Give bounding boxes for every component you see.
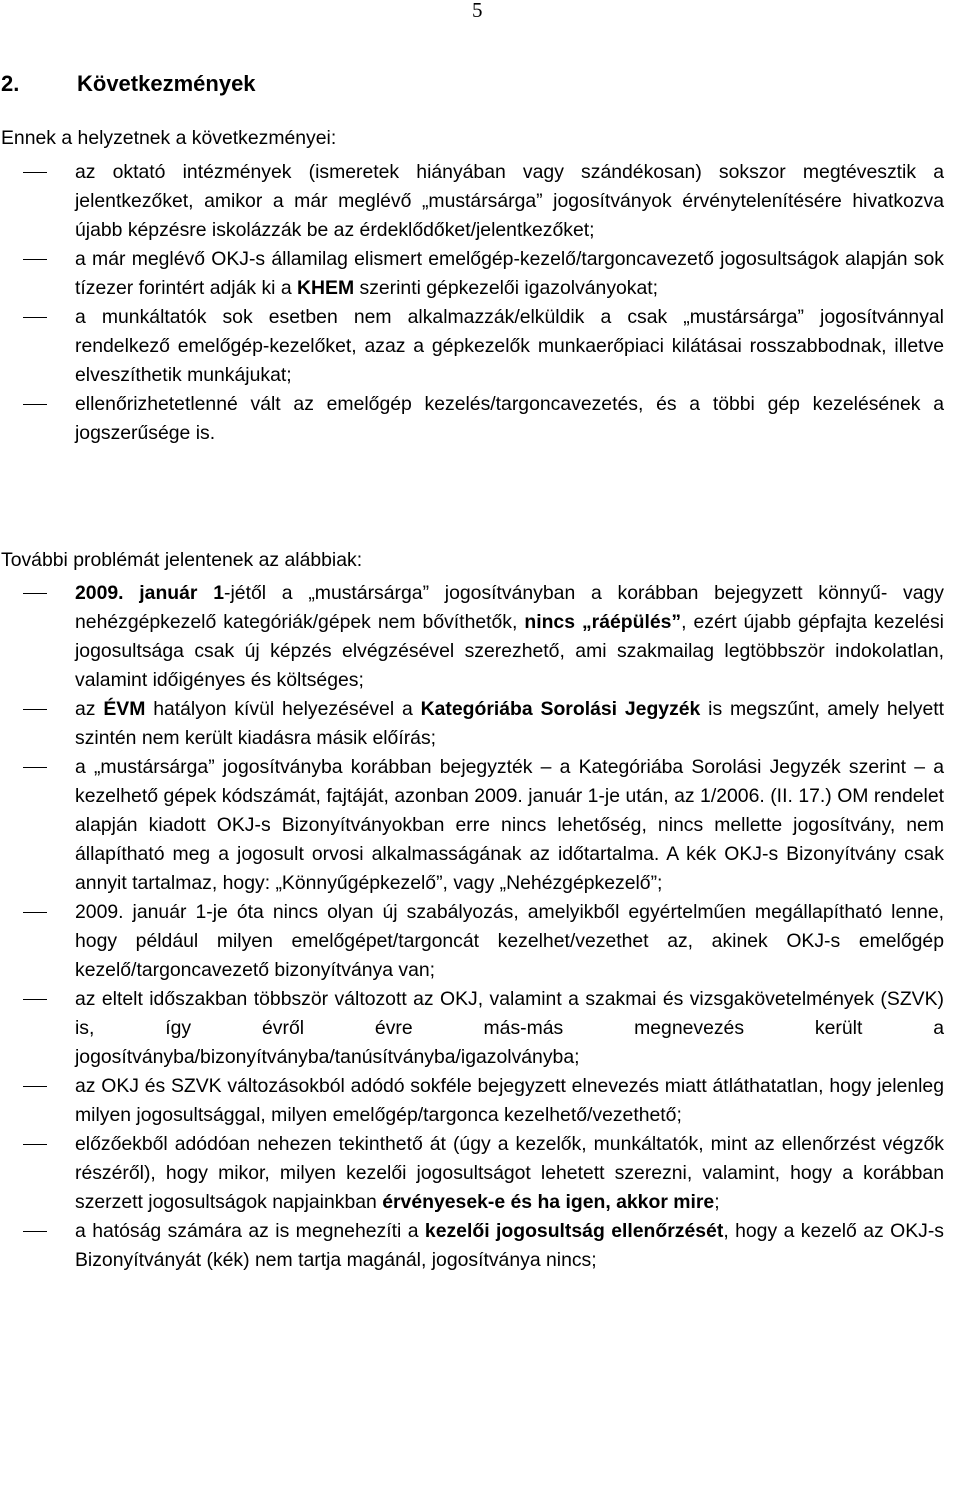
list-item-text: ellenőrizhetetlenné vált az emelőgép kezelés/targoncavezetés, és a többi gép kezelésének a jogszerűsége is. [75,393,944,444]
list-item-text: az eltelt időszakban többször változott az OKJ, valamint a szakmai és vizsgakövetelmények (SZVK) is, így évről évre más-más megnevezés került a jogosítványba/bizonyítványba/tanúsítványba/igazolványba; [75,988,944,1068]
dash-bullet [23,172,47,173]
list-item-text: ; [714,1191,720,1213]
dash-bullet [23,404,47,405]
list-item-text: nincs „ráépülés” [524,611,682,633]
list-item-text: kezelői jogosultság ellenőrzését [424,1220,724,1242]
dash-bullet [23,1144,47,1145]
list-item-text: hatályon kívül helyezésével a [145,698,421,720]
list-item-text: Kategóriába Sorolási Jegyzék [420,698,701,720]
list-item-text: a hatóság számára az is megnehezíti a [75,1220,425,1242]
dash-bullet [23,1086,47,1087]
list-item [0,753,944,898]
list-item-text: előzőekből adódóan nehezen tekinthető át (úgy a kezelők, munkáltatók, mint az ellenőrzést végzők részéről), hogy mikor, milyen kezelői jogosultságot lehetett szerezni, valamint, hogy a korábban szerzett jogosultságok napjainkban [75,1133,944,1213]
list-item-text: az oktató intézmények (ismeretek hiányában vagy szándékosan) sokszor megtévesztik a jelentkezőket, amikor a már meglévő „mustársárga” jogosítványok érvénytelenítésére hivatkozva újabb képzésre iskolázzák be az érdeklődőket/jelentkezőket; [75,161,944,241]
list-item [0,985,944,1072]
intro-paragraph: Ennek a helyzetnek a következményei: [1,127,337,149]
list-item-text: , ezért újabb gépfajta kezelési jogosultsága csak új képzés elvégzésével szerezhető, ami szakmailag legtöbbször indokolatlan, valamint időigényes és költséges; [75,611,944,691]
consequences-list [0,158,944,448]
list-item [0,1072,944,1130]
list-item [0,1130,944,1217]
list-item [0,898,944,985]
further-problems-paragraph: További problémát jelentenek az alábbiak: [1,549,363,571]
dash-bullet [23,1231,47,1232]
list-item [0,1217,944,1275]
list-item-text: érvényesek-e és ha igen, akkor mire [382,1191,715,1213]
list-item [0,158,944,245]
list-item [0,390,944,448]
dash-bullet [23,259,47,260]
list-item-text: a munkáltatók sok esetben nem alkalmazzák/elküldik a csak „mustársárga” jogosítvánnyal rendelkező emelőgép-kezelőket, azaz a gépkezelők munkaerőpiaci kilátásai rosszabbodnak, illetve elveszíthetik munkájukat; [75,306,944,386]
list-item [0,245,944,303]
dash-bullet [23,593,47,594]
list-item-text: a „mustársárga” jogosítványba korábban bejegyzték – a Kategóriába Sorolási Jegyzék szerint – a kezelhető gépek kódszámát, fajtáját, azonban 2009. január 1-je után, az 1/2006. (II. 17.) OM rendelet alapján kiadott OKJ-s Bizonyítványokban erre nincs lehetőség, nincs mellette jogosítvány, nem állapítható meg a jogosult orvosi alkalmasságának az időtartalma. A kék OKJ-s Bizonyítvány csak annyit tartalmaz, hogy: „Könnyűgépkezelő”, vagy „Nehézgépkezelő”; [75,756,944,894]
section-heading [1,70,256,98]
list-item-text: a már meglévő OKJ-s államilag elismert emelőgép-kezelő/targoncavezető jogosultságok alapján sok tízezer forintért adják ki a [75,248,944,299]
list-item-text: , hogy a kezelő az OKJ-s Bizonyítványát (kék) nem tartja magánál, jogosítványa nincs; [75,1220,944,1271]
page-number: 5 [472,0,483,22]
section-number: 2. [1,71,20,96]
list-item-text: ÉVM [103,698,146,720]
dash-bullet [23,767,47,768]
list-item-text: szerinti gépkezelői igazolványokat; [354,277,659,299]
dash-bullet [23,999,47,1000]
dash-bullet [23,317,47,318]
problems-list [0,579,944,1275]
list-item-text: az OKJ és SZVK változásokból adódó sokféle bejegyzett elnevezés miatt átláthatatlan, hogy jelenleg milyen jogosultsággal, milyen emelőgép/targonca kezelhető/vezethető; [75,1075,944,1126]
dash-bullet [23,912,47,913]
list-item-text: -jétől a „mustársárga” jogosítványban a korábban bejegyzett könnyű- vagy nehézgépkezelő kategóriák/gépek nem bővíthetők, [75,582,944,633]
list-item-text: 2009. január 1-je óta nincs olyan új szabályozás, amelyikből egyértelműen megállapítható lenne, hogy például milyen emelőgépet/targoncát kezelhet/vezethet az, akinek OKJ-s emelőgép kezelő/targoncavezető bizonyítványa van; [75,901,944,981]
list-item-text: 2009. január 1 [75,582,225,604]
list-item-text: az [75,698,104,720]
list-item [0,579,944,695]
section-title: Következmények [77,71,256,96]
list-item [0,695,944,753]
list-item-text: KHEM [297,277,355,299]
list-item-text: is megszűnt, amely helyett szintén nem került kiadásra másik előírás; [75,698,945,749]
dash-bullet [23,709,47,710]
list-item [0,303,944,390]
